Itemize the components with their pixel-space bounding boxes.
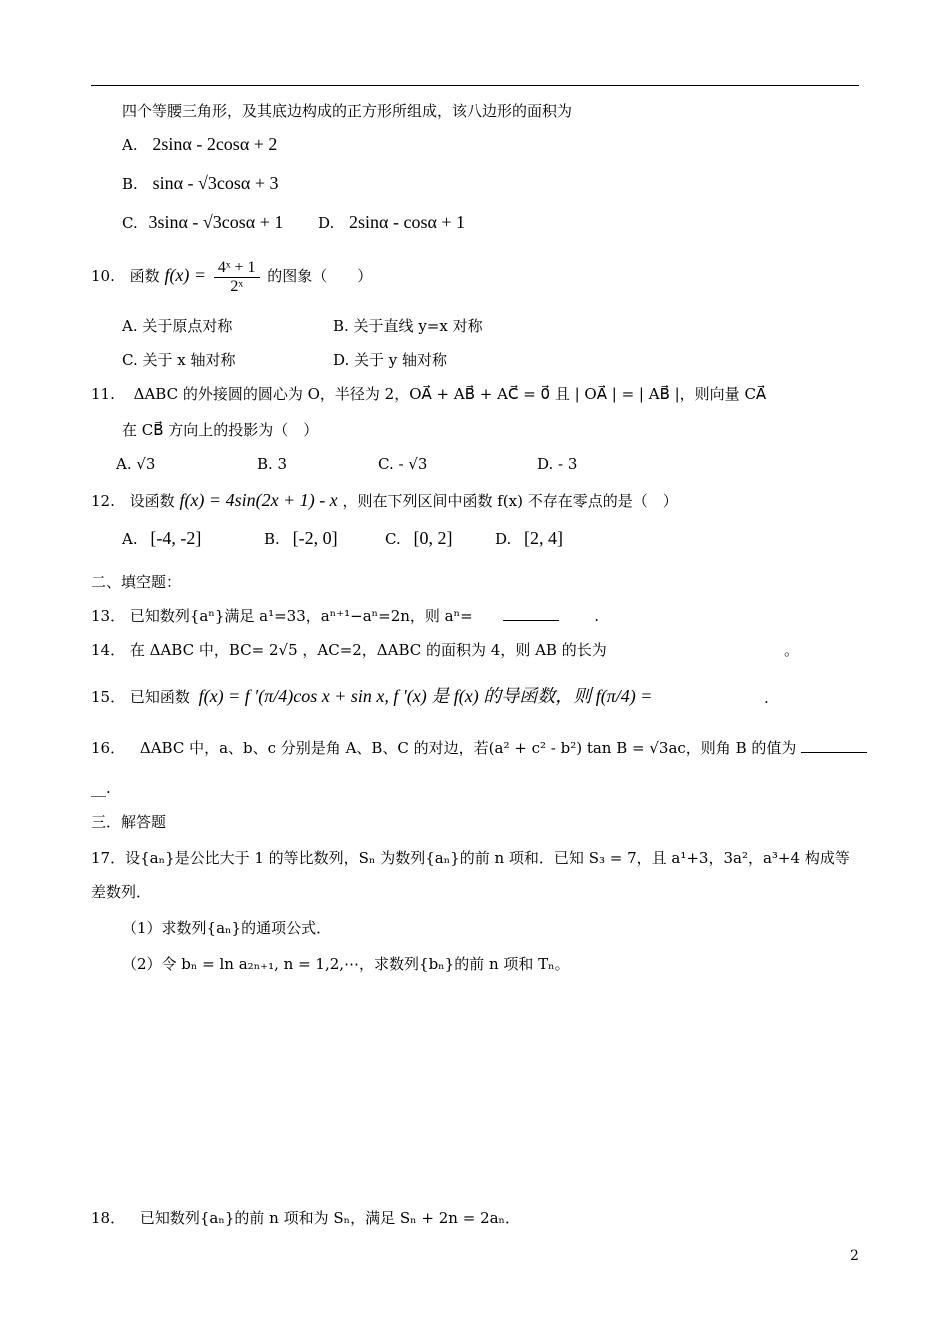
question-text: ΔABC 的外接圆的圆心为 O，半径为 2，OA⃗ + AB⃗ + AC⃗ = 0⃗ 且 | OA⃗ | = | AB⃗ |，则向量 CA⃗ <box>133 385 767 403</box>
question-text: 已知数列{aₙ}的前 n 项和为 Sₙ，满足 Sₙ + 2n = 2aₙ． <box>139 1209 521 1227</box>
function-expr: f(x) = 4sin(2x + 1) - x <box>179 490 338 510</box>
question-text: 在 ΔABC 中，BC= 2√5 ，AC=2，ΔABC 的面积为 4，则 AB 的长为 <box>129 641 607 659</box>
question-end: . <box>594 607 600 625</box>
section-fill-in-heading: 二、填空题： <box>91 573 182 591</box>
q14 <box>91 640 607 660</box>
fraction-denominator: 2ˣ <box>230 277 243 295</box>
option-expr: sinα - √3cosα + 3 <box>152 173 279 193</box>
q12-stem <box>91 490 678 511</box>
q17-part1: （1）求数列{aₙ}的通项公式． <box>122 919 332 937</box>
option-expr: 2sinα - 2cosα + 2 <box>152 134 278 154</box>
question-number: 16． <box>91 739 126 757</box>
option-expr: 3sinα - √3cosα + 1 <box>148 212 284 232</box>
q11-stem <box>91 384 766 404</box>
q12-option-b <box>264 528 338 549</box>
option-label: C. <box>122 214 138 232</box>
answer-blank <box>801 738 867 753</box>
question-number: 10. <box>91 267 115 285</box>
q16-cont: __. <box>91 779 111 797</box>
question-text: 已知函数 <box>129 688 190 706</box>
q12-option-c <box>385 528 453 549</box>
q9-option-b <box>122 173 278 194</box>
section-answer-heading: 三．解答题 <box>91 813 167 831</box>
option-label: A. <box>122 136 138 154</box>
q13 <box>91 606 599 626</box>
q17-part2: （2）令 bₙ = ln a₂ₙ₊₁, n = 1,2,⋯，求数列{bₙ}的前 n 项和 Tₙ。 <box>122 955 570 973</box>
q12-option-d <box>495 528 563 549</box>
question-number: 12. <box>91 492 115 510</box>
fraction-numerator: 4ˣ + 1 <box>214 259 260 278</box>
option-expr: 2sinα - cosα + 1 <box>349 212 466 232</box>
q12-option-a <box>122 528 201 549</box>
answer-blank <box>503 606 559 621</box>
q10-stem <box>91 254 372 297</box>
question-number: 18． <box>91 1209 126 1227</box>
page-number: 2 <box>850 1248 859 1264</box>
fraction <box>214 259 260 296</box>
q16 <box>91 738 867 758</box>
option-expr: [-4, -2] <box>150 528 202 548</box>
q9-option-a <box>122 134 277 155</box>
option-label: B. <box>122 175 138 193</box>
option-label: A. <box>122 530 138 548</box>
q15 <box>91 686 652 707</box>
option-label: C. <box>385 530 401 548</box>
q9-option-c <box>122 212 283 233</box>
q11-stem-cont: 在 CB⃗ 方向上的投影为（ ） <box>122 421 319 439</box>
q11-option-a: A. √3 <box>116 455 156 473</box>
question-text: 设函数 <box>129 492 175 510</box>
question-text: 函数 <box>129 267 160 285</box>
function-expr: f(x) = f ′(π/4)cos x + sin x, f ′(x) 是 f(x) 的导函数，则 f(π/4) = <box>198 686 653 706</box>
q11-option-c: C. - √3 <box>378 455 428 473</box>
option-expr: [0, 2] <box>413 528 453 548</box>
q10-option-a: A. 关于原点对称 <box>122 317 233 335</box>
question-number: 13． <box>91 607 126 625</box>
header-rule <box>91 85 859 86</box>
option-label: B. <box>264 530 280 548</box>
option-label: D. <box>495 530 512 548</box>
option-label: D. <box>318 214 335 232</box>
question-number: 11. <box>91 385 115 403</box>
q10-option-c: C. 关于 x 轴对称 <box>122 351 236 369</box>
q11-option-d: D. - 3 <box>537 455 578 473</box>
option-expr: [2, 4] <box>524 528 564 548</box>
question-text: ΔABC 中，a、b、c 分别是角 A、B、C 的对边，若(a² + c² - b²) tan B = √3ac，则角 B 的值为 <box>139 739 797 757</box>
q18 <box>91 1208 520 1228</box>
option-expr: [-2, 0] <box>292 528 338 548</box>
function-name: f(x) = <box>164 265 207 285</box>
q17-line2: 差数列． <box>91 883 152 901</box>
q11-option-b: B. 3 <box>257 455 288 473</box>
question-text: 的图象（ ） <box>267 267 373 285</box>
question-number: 14． <box>91 641 126 659</box>
q9-option-d <box>318 212 465 233</box>
question-text: 已知数列{aⁿ}满足 a¹=33，aⁿ⁺¹−aⁿ=2n，则 aⁿ= <box>129 607 473 625</box>
q10-option-b: B. 关于直线 y=x 对称 <box>333 317 483 335</box>
q14-end: 。 <box>784 641 800 659</box>
q10-option-d: D. 关于 y 轴对称 <box>333 351 448 369</box>
q17-line1: 17．设{aₙ}是公比大于 1 的等比数列，Sₙ 为数列{aₙ}的前 n 项和．已知 S₃ = 7，且 a¹+3，3a²，a³+4 构成等 <box>91 849 850 867</box>
q15-end: . <box>764 689 769 707</box>
question-number: 15． <box>91 688 126 706</box>
q9-text: 四个等腰三角形，及其底边构成的正方形所组成，该八边形的面积为 <box>122 102 573 120</box>
question-text: ，则在下列区间中函数 f(x) 不存在零点的是（ ） <box>342 492 678 510</box>
